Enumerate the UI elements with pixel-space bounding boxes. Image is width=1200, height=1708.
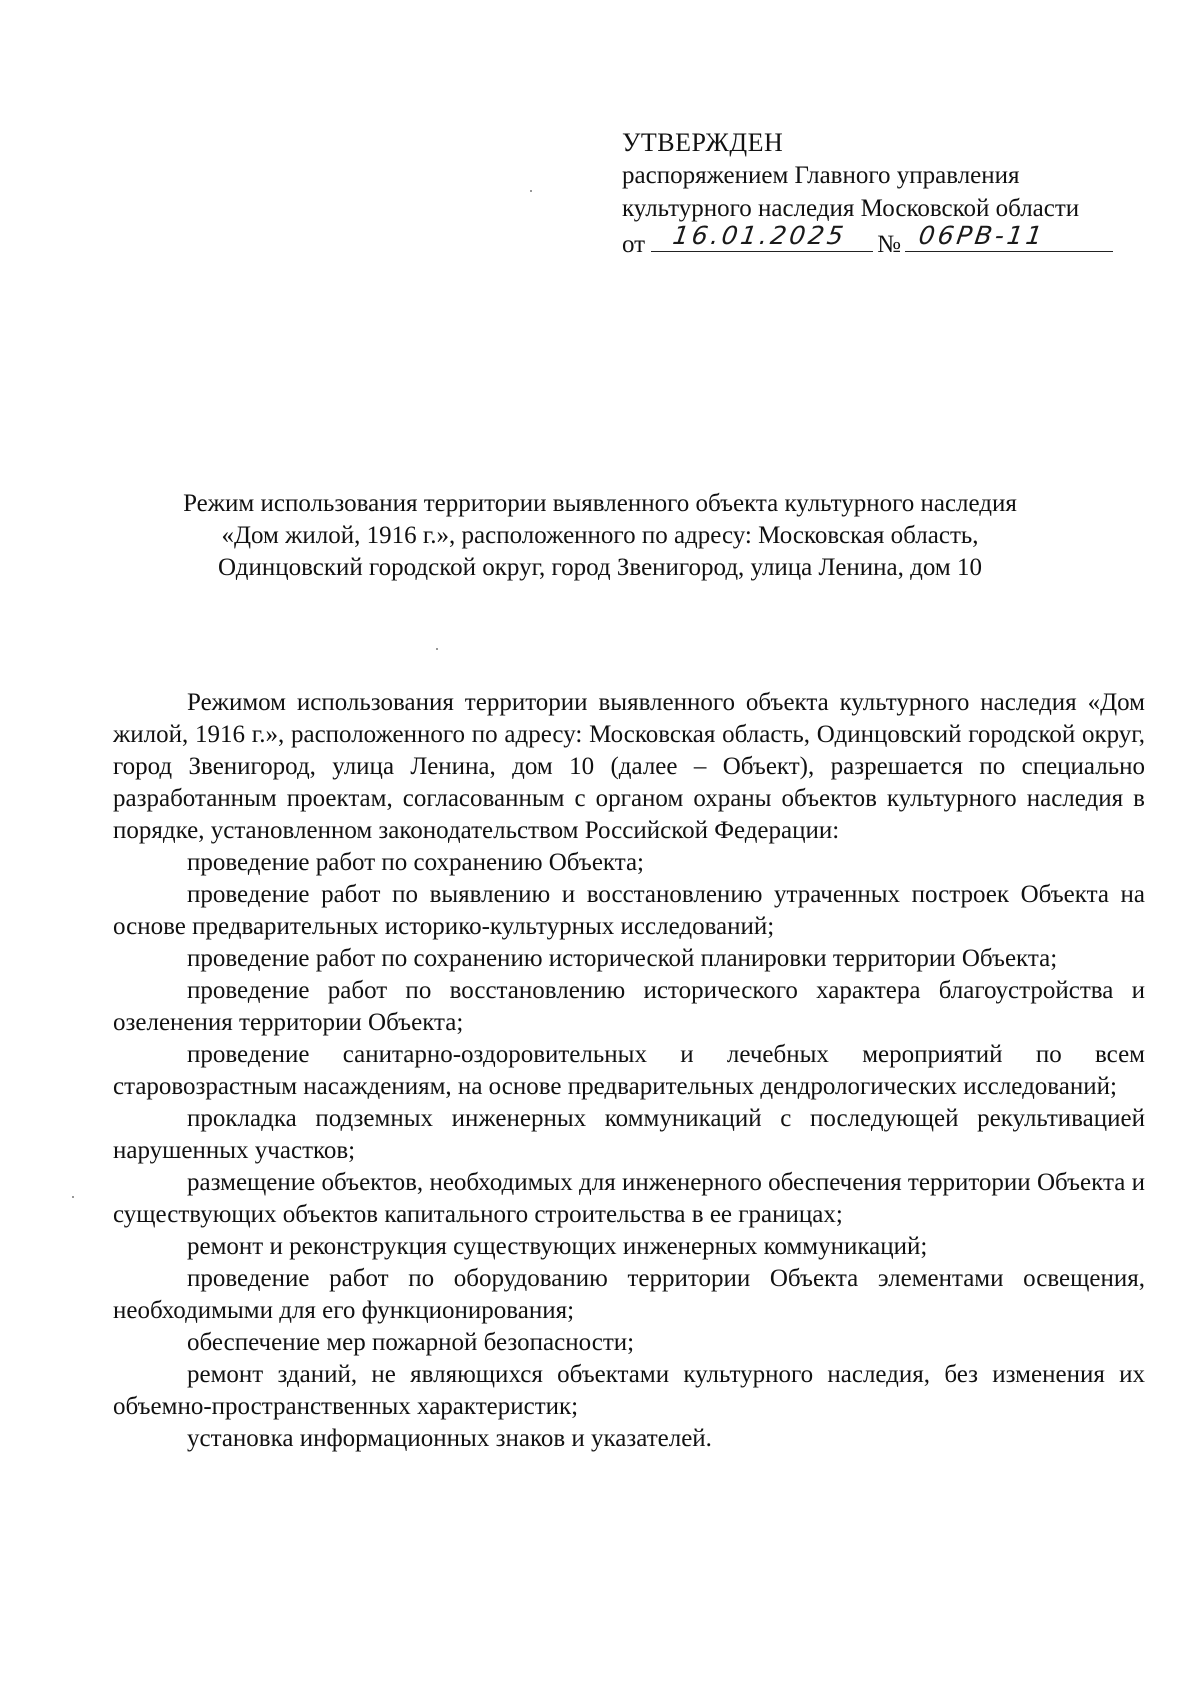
list-item: проведение санитарно-оздоровительных и лечебных мероприятий по всем старовозрастным насаждениям, на основе предварительных дендрологических исследований;: [113, 1041, 1145, 1100]
approval-block: [622, 126, 1182, 261]
date-blank: [651, 221, 873, 252]
approval-heading: УТВЕРЖДЕН: [622, 128, 784, 157]
approval-line-2: культурного наследия Московской области: [622, 195, 1080, 222]
list-item: ремонт и реконструкция существующих инженерных коммуникаций;: [187, 1233, 928, 1260]
date-prefix: от: [622, 231, 646, 258]
intro-paragraph: Режимом использования территории выявленного объекта культурного наследия «Дом жилой, 1916 г.», расположенного по адресу: Московская область, Одинцовский городской округ, город Звенигород, улица Ленина, дом 10 (далее – Объект), разрешается по специально разработанным проектам, согласованным с органом охраны объектов культурного наследия в порядке, установленном законодательством Российской Федерации:: [113, 689, 1145, 844]
number-blank: [905, 221, 1113, 252]
number-sign: №: [877, 231, 901, 258]
document-title: [120, 488, 1080, 584]
list-item: установка информационных знаков и указателей.: [187, 1425, 712, 1452]
title-line-3: Одинцовский городской округ, город Звенигород, улица Ленина, дом 10: [218, 554, 982, 581]
list-item: проведение работ по сохранению исторической планировки территории Объекта;: [187, 945, 1058, 972]
list-item: проведение работ по оборудованию территории Объекта элементами освещения, необходимыми для его функционирования;: [113, 1265, 1145, 1324]
list-item: ремонт зданий, не являющихся объектами культурного наследия, без изменения их объемно-пространственных характеристик;: [113, 1361, 1145, 1420]
list-item: обеспечение мер пожарной безопасности;: [187, 1329, 635, 1356]
title-line-1: Режим использования территории выявленного объекта культурного наследия: [183, 490, 1017, 517]
scan-speck: [436, 648, 438, 650]
title-line-2: «Дом жилой, 1916 г.», расположенного по адресу: Московская область,: [221, 522, 979, 549]
document-body: [113, 687, 1145, 1455]
list-item: проведение работ по сохранению Объекта;: [187, 849, 645, 876]
list-item: размещение объектов, необходимых для инженерного обеспечения территории Объекта и существующих объектов капитального строительства в ее границах;: [113, 1169, 1145, 1228]
handwritten-number: 06РВ-11: [916, 221, 1047, 250]
list-item: проведение работ по выявлению и восстановлению утраченных построек Объекта на основе предварительных историко-культурных исследований;: [113, 881, 1145, 940]
approval-date-line: [622, 221, 1182, 261]
approval-line-1: распоряжением Главного управления: [622, 162, 1020, 189]
handwritten-date: 16.01.2025: [671, 221, 849, 250]
scan-speck: [530, 190, 532, 192]
scan-speck: [72, 1196, 74, 1198]
list-item: проведение работ по восстановлению исторического характера благоустройства и озеленения территории Объекта;: [113, 977, 1145, 1036]
list-item: прокладка подземных инженерных коммуникаций с последующей рекультивацией нарушенных участков;: [113, 1105, 1145, 1164]
